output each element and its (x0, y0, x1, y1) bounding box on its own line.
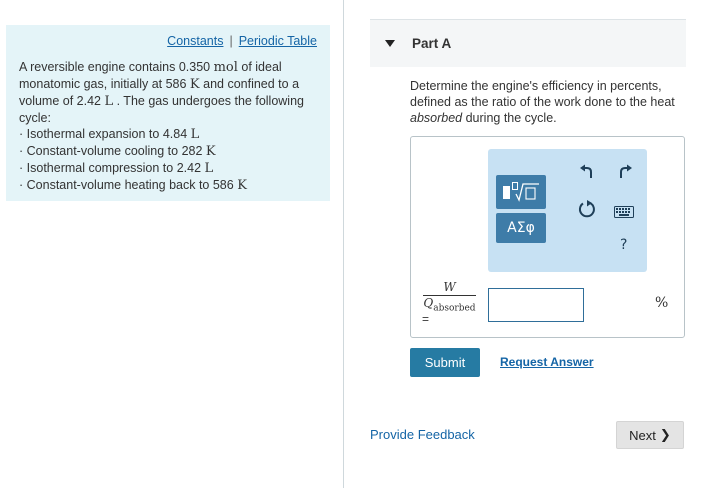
help-icon[interactable]: ? (620, 237, 628, 253)
cycle-step (19, 177, 318, 194)
unit-label: % (655, 295, 669, 311)
intro-text: and confined to a volume of 2.42 (19, 77, 300, 108)
link-separator: | (229, 34, 233, 48)
cycle-step (19, 126, 318, 143)
unit-mol: mol (213, 60, 238, 75)
equals-sign: = (422, 312, 430, 326)
collapse-triangle-icon[interactable] (385, 40, 395, 47)
problem-panel (6, 25, 330, 201)
intro-text: . The gas undergoes the following cycle: (19, 94, 304, 125)
cycle-steps (19, 126, 318, 194)
step-unit: K (237, 178, 247, 193)
next-label: Next (629, 427, 656, 443)
answer-input[interactable] (488, 288, 584, 322)
submit-button[interactable]: Submit (410, 348, 480, 377)
keyboard-icon[interactable] (614, 206, 634, 218)
question-text (410, 78, 694, 126)
templates-button[interactable] (496, 175, 546, 209)
step-text: Constant-volume cooling to 282 (26, 144, 206, 158)
cycle-step (19, 143, 318, 160)
undo-icon[interactable] (579, 164, 595, 180)
redo-icon[interactable] (617, 164, 633, 180)
question-emphasis: absorbed (410, 111, 463, 125)
part-title: Part A (412, 36, 452, 51)
unit-liter: L (104, 94, 114, 109)
intro-text: of ideal monatomic gas, initially at 586 (19, 60, 282, 91)
answer-fraction-label (423, 280, 476, 316)
cycle-step (19, 160, 318, 177)
fraction-denominator (423, 296, 476, 316)
greek-symbols-button[interactable]: ΑΣφ (496, 213, 546, 243)
chevron-right-icon: ❯ (659, 427, 671, 442)
constants-link[interactable]: Constants (167, 34, 224, 48)
step-text: Isothermal expansion to 4.84 (26, 127, 191, 141)
math-toolbar (488, 149, 647, 272)
problem-intro (19, 59, 318, 126)
denominator-symbol: Q (423, 296, 434, 310)
panel-divider (343, 0, 344, 488)
templates-icon (501, 180, 541, 204)
step-unit: K (205, 144, 216, 159)
step-unit: L (190, 127, 200, 142)
provide-feedback-link[interactable]: Provide Feedback (370, 427, 475, 442)
question-body-end: during the cycle. (462, 111, 557, 125)
reset-icon[interactable] (577, 199, 597, 219)
part-a-header[interactable] (370, 20, 686, 67)
request-answer-link[interactable]: Request Answer (500, 355, 594, 369)
unit-kelvin: K (189, 77, 200, 92)
step-unit: L (204, 161, 214, 176)
step-text: Isothermal compression to 2.42 (26, 161, 205, 175)
fraction-numerator: W (423, 280, 476, 296)
answer-box (410, 136, 685, 338)
next-button[interactable] (616, 421, 684, 449)
periodic-table-link[interactable]: Periodic Table (238, 34, 317, 48)
denominator-subscript: absorbed (433, 303, 476, 314)
reference-links (19, 33, 318, 49)
question-body: Determine the engine's efficiency in percents, defined as the ratio of the work done to the heat (410, 79, 675, 109)
step-text: Constant-volume heating back to 586 (26, 178, 238, 192)
intro-text: A reversible engine contains 0.350 (19, 60, 214, 74)
